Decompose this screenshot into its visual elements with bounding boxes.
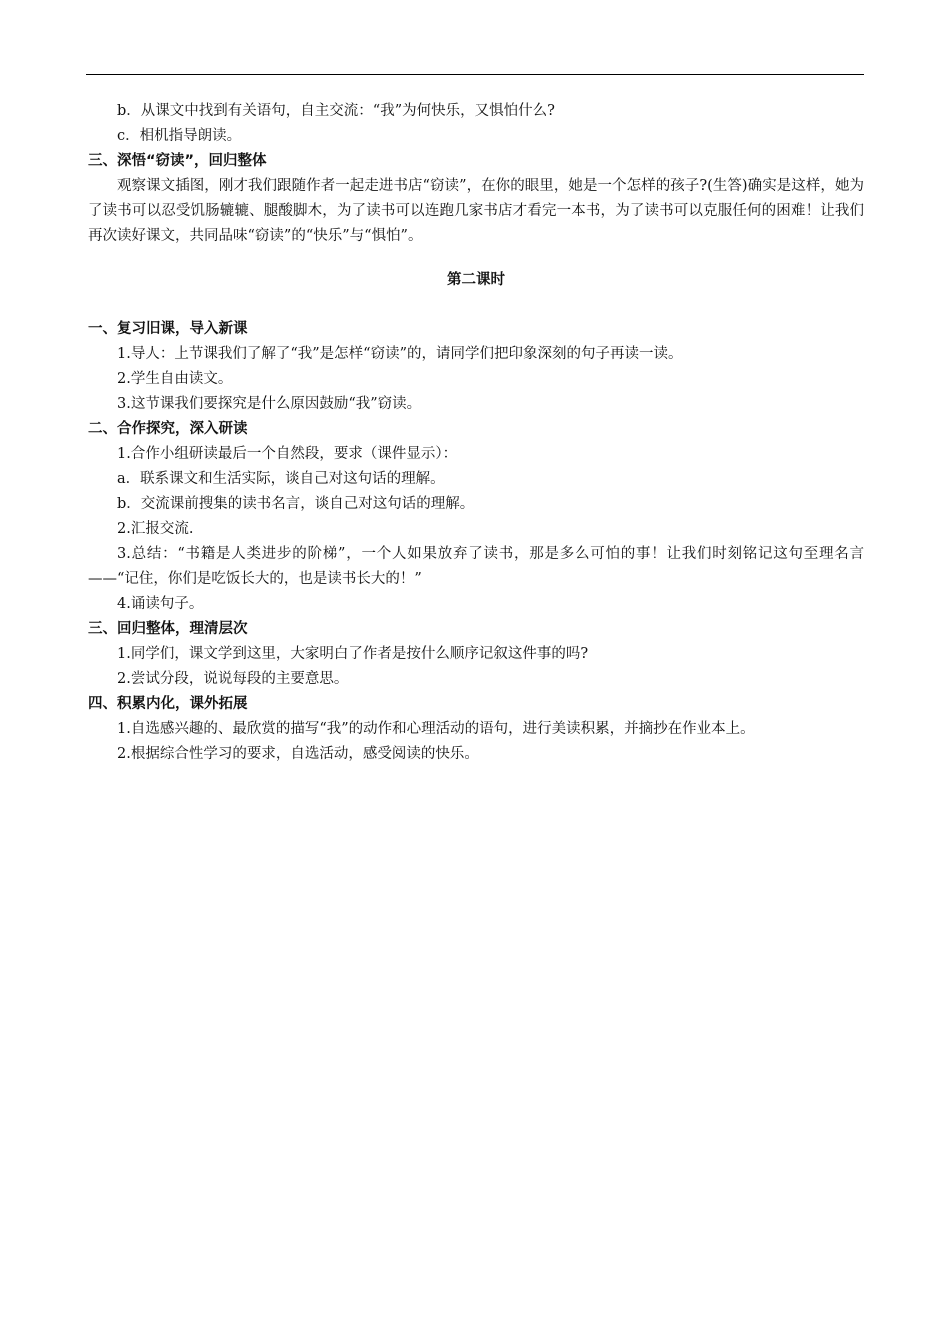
list-item: b．交流课前搜集的读书名言，谈自己对这句话的理解。 (117, 496, 475, 512)
lesson-title: 第二课时 (447, 272, 505, 288)
list-item: 3.这节课我们要探究是什么原因鼓励“我”窃读。 (117, 396, 422, 412)
item-b: b．从课文中找到有关语句，自主交流：“我”为何快乐，又惧怕什么? (117, 103, 555, 119)
list-item: 3.总结：“书籍是人类进步的阶梯”，一个人如果放弃了读书，那是多么可怕的事！让我们时刻铭记这句至理名言——“记住，你们是吃饭长大的，也是读书长大的！” (88, 546, 864, 587)
lesson2-section-4 (88, 692, 864, 767)
list-item: 2.尝试分段，说说每段的主要意思。 (117, 671, 349, 687)
list-item: 1.合作小组研读最后一个自然段，要求（课件显示）： (117, 446, 458, 462)
lesson2-section-2 (88, 417, 864, 617)
list-item: 1.同学们，课文学到这里，大家明白了作者是按什么顺序记叙这件事的吗? (117, 646, 589, 662)
list-item: 1.导人：上节课我们了解了“我”是怎样“窃读”的，请同学们把印象深刻的句子再读一读。 (117, 346, 683, 362)
section-heading: 四、积累内化，课外拓展 (88, 696, 248, 712)
list-item: a．联系课文和生活实际，谈自己对这句话的理解。 (117, 471, 445, 487)
lesson2-section-1 (88, 317, 864, 417)
section-heading: 三、回归整体，理清层次 (88, 621, 248, 637)
lesson2-section-3 (88, 617, 864, 692)
list-item: 2.汇报交流. (117, 521, 194, 537)
list-item: 2.学生自由读文。 (117, 371, 233, 387)
section-heading: 三、深悟“窃读”，回归整体 (88, 153, 267, 169)
list-item: 4.诵读句子。 (117, 596, 204, 612)
list-item: 1.自选感兴趣的、最欣赏的描写“我”的动作和心理活动的语句，进行美读积累，并摘抄在作业本上。 (117, 721, 755, 737)
document-body (88, 99, 864, 767)
header-rule (86, 74, 864, 75)
section-heading: 二、合作探究，深入研读 (88, 421, 248, 437)
item-c: c．相机指导朗读。 (117, 128, 242, 144)
list-item: 2.根据综合性学习的要求，自选活动，感受阅读的快乐。 (117, 746, 479, 762)
section-paragraph: 观察课文插图，刚才我们跟随作者一起走进书店“窃读”，在你的眼里，她是一个怎样的孩子?(生答)确实是这样，她为了读书可以忍受饥肠辘辘、腿酸脚木，为了读书可以连跑几家书店才看完一本书，为了读书可以克服任何的困难！让我们再次读好课文，共同品味“窃读”的“快乐”与“惧怕”。 (88, 178, 864, 244)
section-heading: 一、复习旧课，导入新课 (88, 321, 248, 337)
